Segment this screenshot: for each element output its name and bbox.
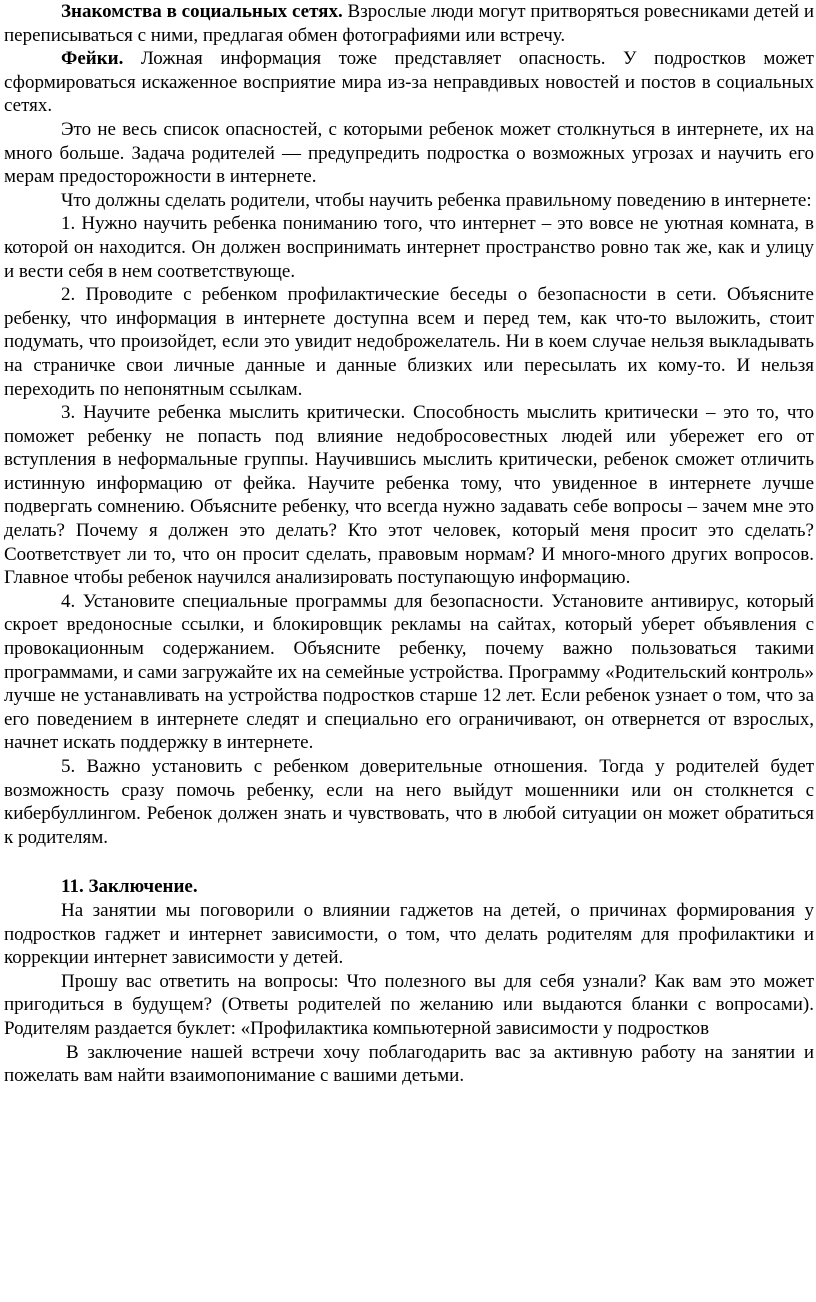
paragraph-social-networks <box>4 0 814 47</box>
paragraph-text: Взрослые люди могут притворяться ровесниками детей и переписываться с ними, предлагая обмен фотографиями или встречу. <box>4 1 815 46</box>
list-item-1: 1. Нужно научить ребенка пониманию того, что интернет – это вовсе не уютная комната, в которой он находится. Он должен воспринимать интернет пространство ровно так же, как и улицу и вести себя в нем соответствующе. <box>4 213 814 282</box>
list-item-2: 2. Проводите с ребенком профилактические беседы о безопасности в сети. Объясните ребенку, что информация в интернете доступна всем и перед тем, как что-то выложить, стоит подумать, что произойдет, если это увидит недоброжелатель. Ни в коем случае нельзя выкладывать на страничке свои личные данные и данные близких или пересылать их кому-то. И нельзя переходить по непонятным ссылкам. <box>4 284 814 400</box>
list-item-3: 3. Научите ребенка мыслить критически. Способность мыслить критически – это то, что поможет ребенку не попасть под влияние недобросовестных людей или убережет его от вступления в неформальные группы. Научившись мыслить критически, ребенок сможет отличить истинную информацию от фейка. Научите ребенка тому, что увиденное в интернете лучше подвергать сомнению. Объясните ребенку, что всегда нужно задавать себе вопросы – зачем мне это делать? Почему я должен это делать? Кто этот человек, который меня просит это сделать? Соответствует ли то, что он просит сделать, правовым нормам? И много-много других вопросов. Главное чтобы ребенок научился анализировать поступающую информацию. <box>4 402 814 589</box>
list-item-5: 5. Важно установить с ребенком доверительные отношения. Тогда у родителей будет возможность сразу помочь ребенку, если на него выйдут мошенники или он столкнется с кибербуллингом. Ребенок должен знать и чувствовать, что в любой ситуации он может обратиться к родителям. <box>4 756 814 848</box>
paragraph-text: Ложная информация тоже представляет опасность. У подростков может сформироваться искаженное восприятие мира из-за неправдивых новостей и постов в социальных сетях. <box>4 48 814 117</box>
paragraph-what-parents-should-do: Что должны сделать родители, чтобы научить ребенка правильному поведению в интернете: <box>61 189 812 211</box>
list-item-4: 4. Установите специальные программы для безопасности. Установите антивирус, который скроет вредоносные ссылки, и блокировщик рекламы на сайтах, который уберет объявления с провокационным содержанием. Объясните ребенку, почему важно пользоваться такими программами, и сами загружайте их на семейные устройства. Программу «Родительский контроль» лучше не устанавливать на устройства подростков старше 12 лет. Если ребенок узнает о том, что за его поведением в интернете следят и специально его ограничивают, он отвернется от взрослых, начнет искать поддержку в интернете. <box>4 590 814 754</box>
paragraph-not-all-dangers: Это не весь список опасностей, с которыми ребенок может столкнуться в интернете, их на много больше. Задача родителей — предупредить подростка о возможных угрозах и научить его мерам предосторожности в интернете. <box>4 118 814 188</box>
paragraph-lead: Фейки. <box>61 48 124 70</box>
conclusion-paragraph-3: В заключение нашей встречи хочу поблагодарить вас за активную работу на занятии и пожелать вам найти взаимопонимание с вашими детьми. <box>4 1041 814 1087</box>
conclusion-paragraph-1: На занятии мы поговорили о влиянии гаджетов на детей, о причинах формирования у подростков гаджет и интернет зависимости, о том, что делать родителям для профилактики и коррекции интернет зависимости у детей. <box>4 899 814 969</box>
section-title-text: 11. Заключение. <box>61 876 198 898</box>
conclusion-paragraph-2: Прошу вас ответить на вопросы: Что полезного вы для себя узнали? Как вам это может пригодиться в будущем? (Ответы родителей по желанию или выдаются бланки с вопросами). Родителям раздается буклет: «Профилактика компьютерной зависимости у подростков <box>4 970 814 1039</box>
section-title <box>4 875 814 899</box>
paragraph-fakes <box>4 47 814 118</box>
paragraph-lead: Знакомства в социальных сетях. <box>61 1 343 22</box>
section-gap <box>4 849 814 875</box>
